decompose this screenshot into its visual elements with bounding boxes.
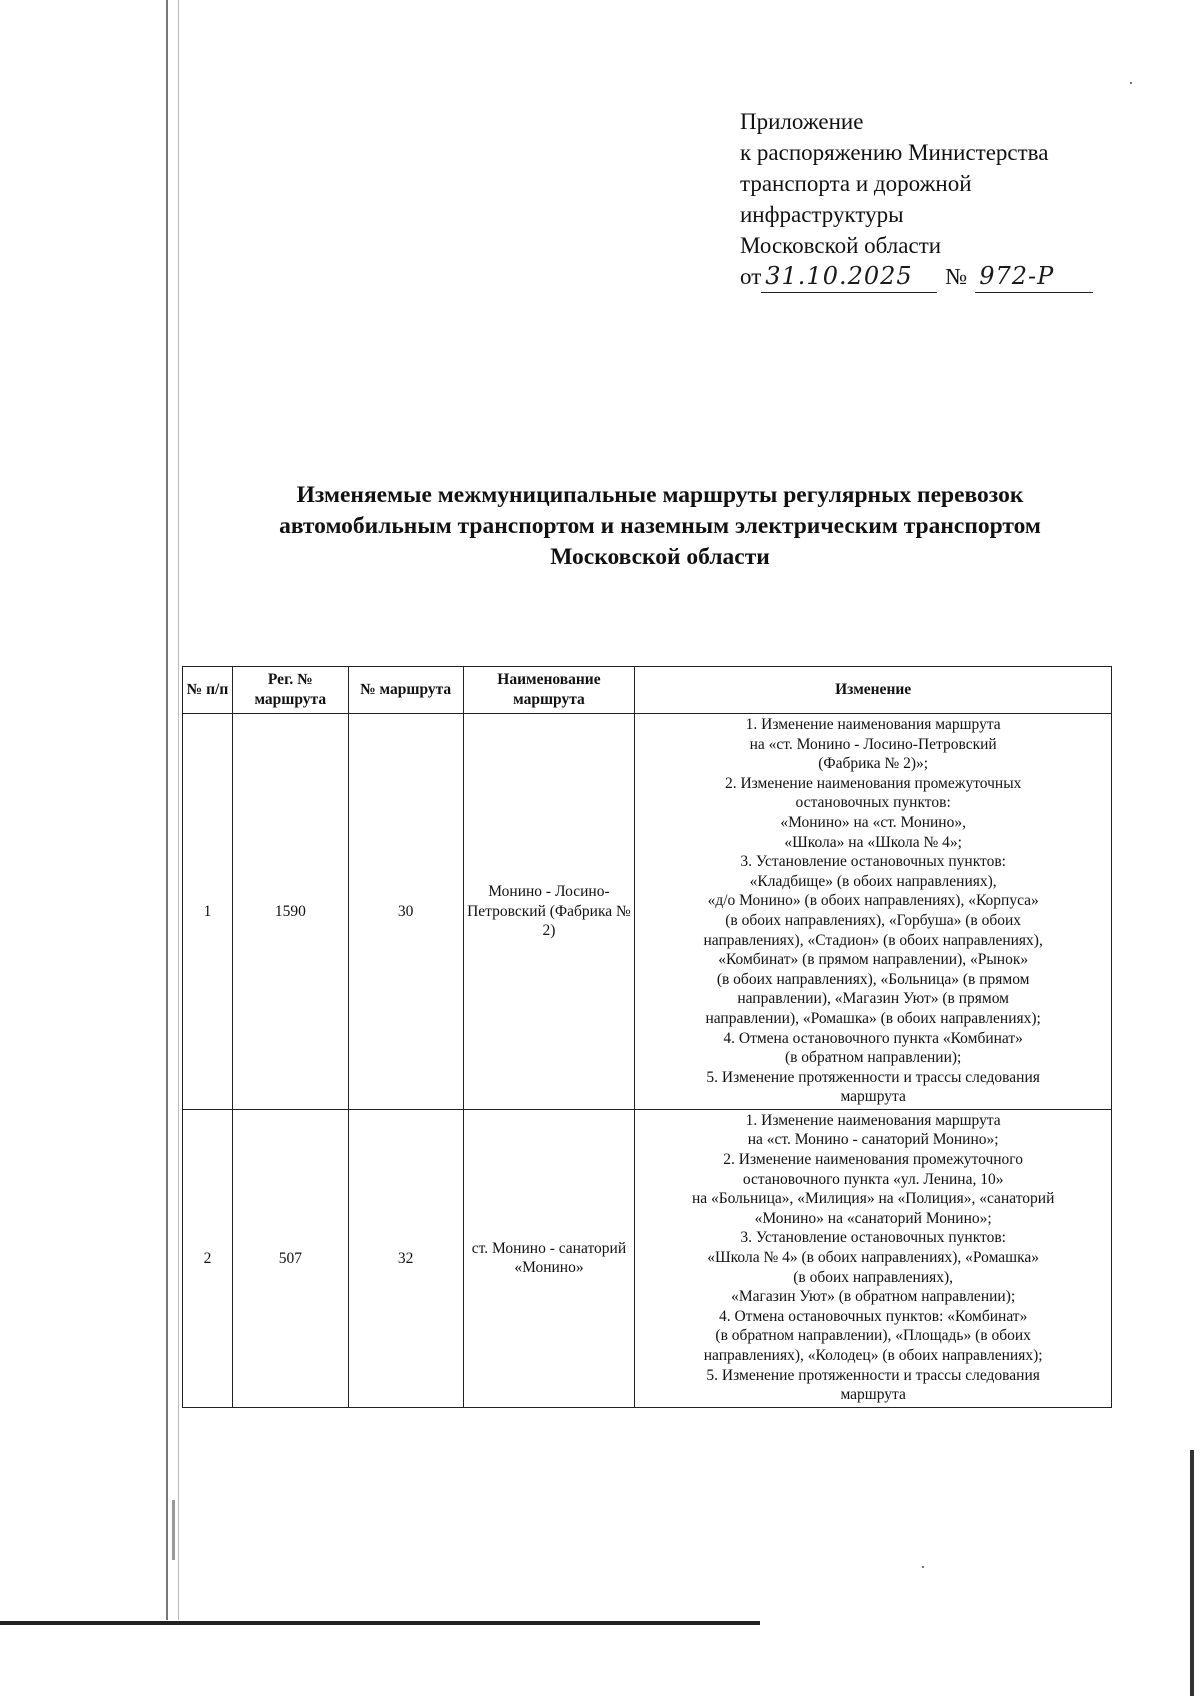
- change-line: «Кладбище» (в обоих направлениях),: [749, 872, 997, 890]
- header-reg-no: Рег. № маршрута: [232, 667, 348, 714]
- handwritten-number: 972-Р: [975, 261, 1093, 293]
- change-line: 1. Изменение наименования маршрута: [745, 716, 1001, 733]
- change-line: направлениях), «Колодец» (в обоих направлениях);: [703, 1347, 1043, 1364]
- appendix-date-number-line: [740, 261, 1180, 293]
- scan-speck: [1130, 82, 1132, 84]
- scan-speck: [922, 1566, 924, 1568]
- change-line: на «ст. Монино - Лосино-Петровский: [749, 735, 997, 753]
- header-route-name: Наименование маршрута: [463, 667, 635, 714]
- title-line: автомобильным транспортом и наземным электрическим транспортом: [279, 513, 1041, 539]
- change-line: 2. Изменение наименования промежуточного: [723, 1151, 1024, 1169]
- table-row: [183, 714, 1112, 1110]
- change-line: остановочного пункта «ул. Ленина, 10»: [742, 1170, 1004, 1188]
- appendix-line: Московской области: [740, 233, 942, 258]
- change-line: направлениях), «Стадион» (в обоих направлениях),: [703, 931, 1043, 949]
- cell-reg-no: 1590: [232, 714, 348, 1110]
- date-prefix: от: [740, 264, 762, 289]
- change-line: 4. Отмена остановочных пунктов: «Комбинат»: [718, 1307, 1028, 1325]
- cell-reg-no: 507: [232, 1109, 348, 1407]
- change-line: 3. Установление остановочных пунктов:: [740, 853, 1006, 871]
- title-line: Московской области: [550, 544, 770, 570]
- title-line: Изменяемые межмуниципальные маршруты регулярных перевозок: [296, 482, 1024, 508]
- document-title: [180, 480, 1140, 573]
- number-sign: №: [945, 264, 968, 289]
- appendix-line: к распоряжению Министерства: [740, 140, 1049, 165]
- scan-edge-line: [166, 0, 168, 1620]
- appendix-line: Приложение: [740, 109, 864, 134]
- scan-edge-line: [178, 0, 179, 1620]
- change-line: 4. Отмена остановочного пункта «Комбинат»: [723, 1029, 1023, 1047]
- change-line: направлении), «Магазин Уют» (в прямом: [737, 990, 1009, 1008]
- cell-num: 2: [183, 1109, 233, 1407]
- table-row: [183, 1109, 1112, 1407]
- change-line: направлении), «Ромашка» (в обоих направлениях);: [705, 1009, 1041, 1027]
- change-line: (в обоих направлениях), «Горбуша» (в обоих: [725, 911, 1022, 929]
- change-line: маршрута: [840, 1386, 906, 1404]
- change-line: 5. Изменение протяженности и трассы следования: [706, 1068, 1040, 1086]
- header-num: № п/п: [183, 667, 233, 714]
- table-header-row: [183, 667, 1112, 714]
- change-line: 5. Изменение протяженности и трассы следования: [706, 1366, 1040, 1384]
- change-line: 2. Изменение наименования промежуточных: [724, 774, 1022, 792]
- cell-route-no: 30: [348, 714, 463, 1110]
- cell-route-name: ст. Монино - санаторий «Монино»: [463, 1109, 635, 1407]
- change-line: на «ст. Монино - санаторий Монино»;: [747, 1131, 999, 1149]
- change-line: (Фабрика № 2)»;: [818, 755, 929, 773]
- cell-change: [635, 714, 1112, 1110]
- cell-route-no: 32: [348, 1109, 463, 1407]
- table-body: [183, 714, 1112, 1408]
- header-route-no: № маршрута: [348, 667, 463, 714]
- change-line: «Монино» на «ст. Монино»,: [780, 813, 966, 831]
- change-line: «Комбинат» (в прямом направлении), «Рынок»: [718, 951, 1029, 969]
- appendix-line: транспорта и дорожной: [740, 171, 972, 196]
- appendix-header: [740, 106, 1180, 293]
- change-line: «д/о Монино» (в обоих направлениях), «Корпуса»: [707, 892, 1039, 910]
- scan-edge-line: [0, 1621, 760, 1625]
- change-line: 3. Установление остановочных пунктов:: [740, 1229, 1006, 1247]
- change-line: (в обоих направлениях), «Больница» (в прямом: [716, 970, 1030, 988]
- change-line: (в обоих направлениях),: [793, 1268, 954, 1286]
- change-line: «Монино» на «санаторий Монино»;: [754, 1209, 992, 1227]
- change-line: «Школа» на «Школа № 4»;: [784, 833, 962, 851]
- change-line: остановочных пунктов:: [795, 794, 951, 812]
- change-line: «Школа № 4» (в обоих направлениях), «Ромашка»: [707, 1249, 1040, 1267]
- change-line: (в обратном направлении), «Площадь» (в обоих: [715, 1327, 1031, 1345]
- appendix-line: инфраструктуры: [740, 202, 904, 227]
- cell-num: 1: [183, 714, 233, 1110]
- scan-edge-line: [1190, 1450, 1194, 1696]
- routes-table: [182, 666, 1112, 1408]
- change-line: на «Больница», «Милиция» на «Полиция», «санаторий: [691, 1190, 1055, 1208]
- change-line: (в обратном направлении);: [784, 1049, 962, 1067]
- change-line: маршрута: [840, 1088, 906, 1106]
- cell-change: [635, 1109, 1112, 1407]
- change-line: «Магазин Уют» (в обратном направлении);: [731, 1288, 1016, 1306]
- change-line: 1. Изменение наименования маршрута: [745, 1111, 1001, 1129]
- header-change: Изменение: [635, 667, 1112, 714]
- cell-route-name: Монино - Лосино-Петровский (Фабрика № 2): [463, 714, 635, 1110]
- handwritten-date: 31.10.2025: [761, 261, 937, 293]
- scan-edge-mark: [172, 1500, 175, 1560]
